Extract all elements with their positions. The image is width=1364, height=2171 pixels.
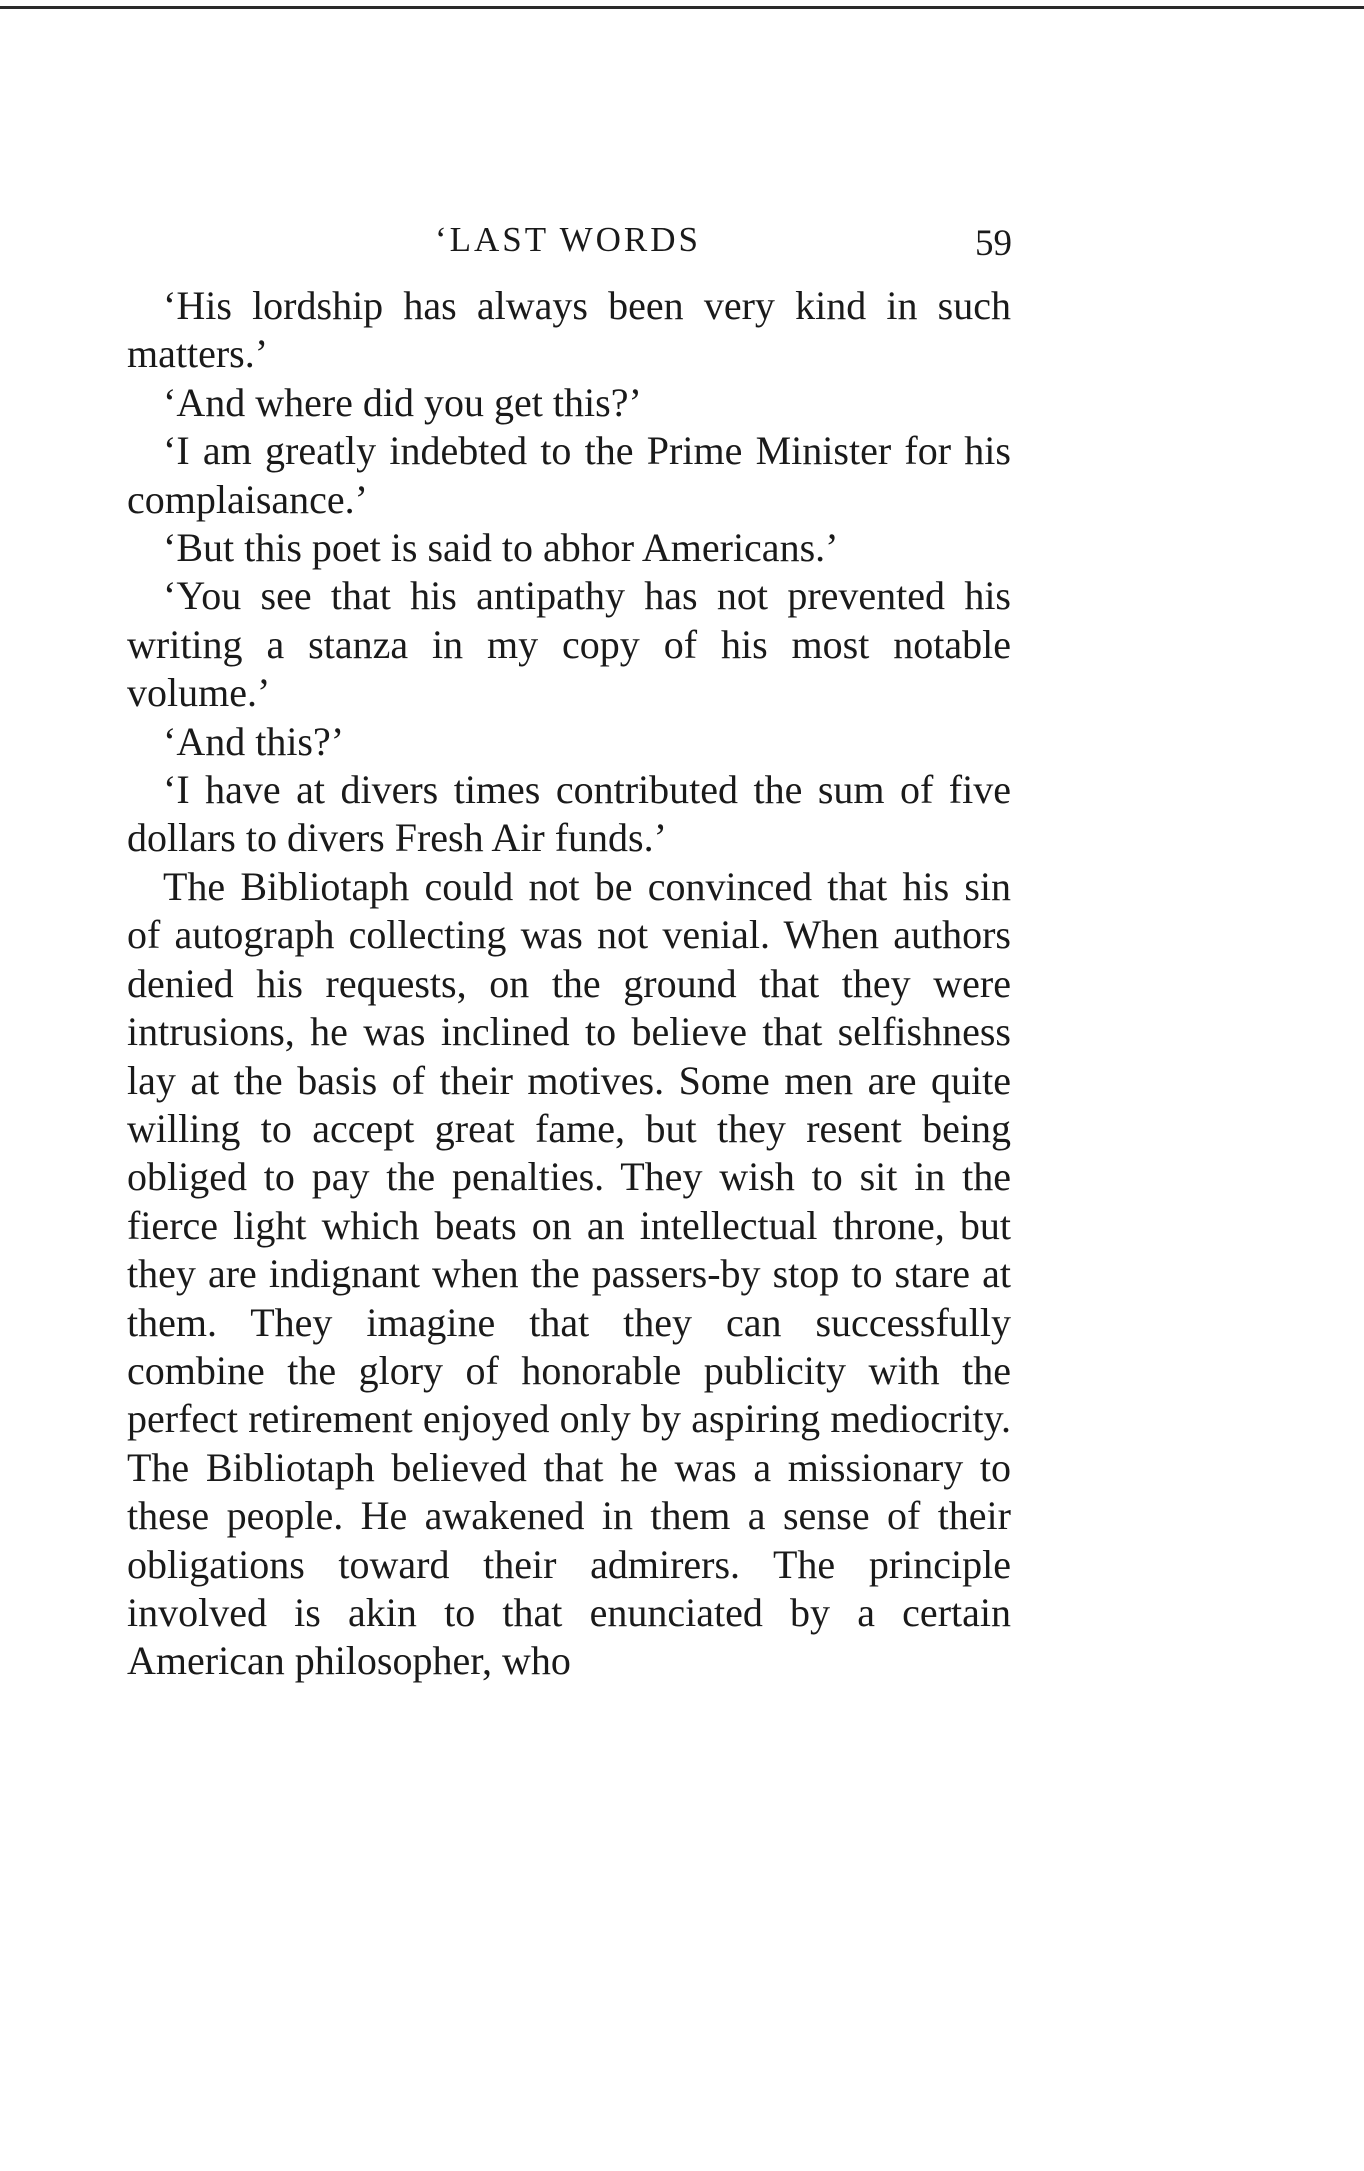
running-head [124, 218, 1012, 262]
body-text [127, 282, 1011, 1686]
paragraph: ‘And where did you get this?’ [163, 379, 642, 425]
page-top-edge [0, 6, 1364, 9]
running-title: ‘LAST WORDS [434, 220, 702, 259]
page-number: 59 [975, 223, 1012, 264]
paragraph: The Bibliotaph could not be convinced that his sin of autograph collecting was not venial. When authors denied his requests, on the ground that they were intrusions, he was inclined to believe that selfishness lay at the basis of their motives. Some men are quite willing to accept great fame, but they resent being obliged to pay the penalties. They wish to sit in the fierce light which beats on an intellectual throne, but they are indignant when the passers-by stop to stare at them. They imagine that they can successfully combine the glory of honorable publicity with the perfect retirement enjoyed only by aspiring mediocrity. The Bibliotaph believed that he was a missionary to these people. He awakened in them a sense of their obligations toward their admirers. The principle involved is akin to that enunciated by a certain American philosopher, who [127, 863, 1011, 1684]
paragraph: ‘You see that his antipathy has not prevented his writing a stanza in my copy of his most notable volume.’ [127, 573, 1011, 716]
paragraph: ‘I am greatly indebted to the Prime Minister for his complaisance.’ [127, 428, 1011, 522]
paragraph: ‘His lordship has always been very kind in such matters.’ [127, 283, 1011, 377]
paragraph: ‘And this?’ [163, 718, 345, 764]
paragraph: ‘But this poet is said to abhor Americans.’ [163, 525, 839, 571]
paragraph: ‘I have at divers times contributed the sum of five dollars to divers Fresh Air funds.’ [127, 767, 1011, 861]
